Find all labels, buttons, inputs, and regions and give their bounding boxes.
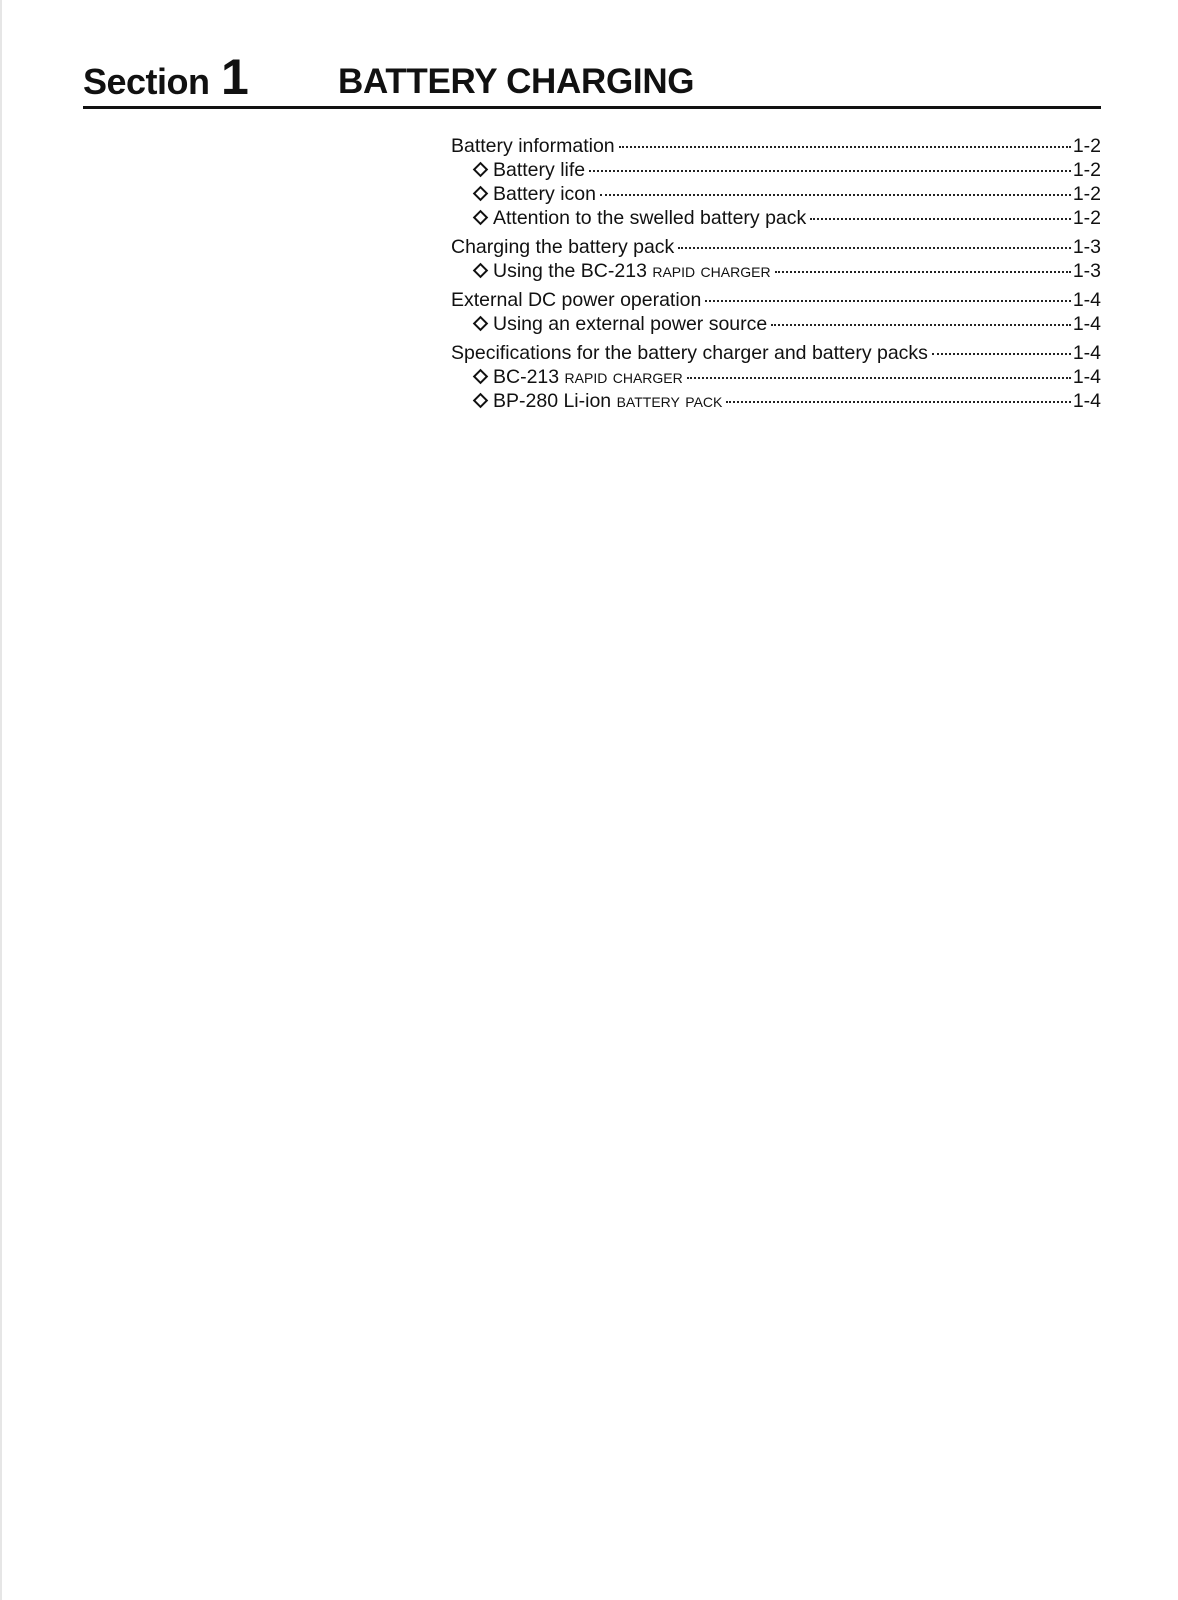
dot-leader — [678, 247, 1071, 249]
toc-entry-title: External DC power operation — [451, 289, 702, 311]
toc-subentry-title: Battery life — [493, 159, 586, 181]
toc-group — [451, 134, 1101, 230]
toc-subentry-battery-icon[interactable] — [451, 182, 1101, 206]
toc-page-number: 1-4 — [1072, 289, 1101, 311]
toc-page-number: 1-4 — [1072, 342, 1101, 364]
toc-subentry-text: BP-280 Li-ion — [493, 390, 617, 412]
toc-page-number: 1-3 — [1072, 260, 1101, 282]
dot-leader — [810, 218, 1071, 220]
toc-page-number: 1-4 — [1072, 313, 1101, 335]
toc-group — [451, 288, 1101, 336]
toc-subentry-external-power-source[interactable] — [451, 312, 1101, 336]
toc-subentry-small-caps: battery pack — [616, 390, 723, 412]
toc-entry-battery-information[interactable] — [451, 134, 1101, 158]
diamond-bullet-icon — [473, 162, 489, 178]
toc-page-number: 1-2 — [1072, 207, 1101, 229]
toc-subentry-bp280-battery-pack[interactable] — [451, 389, 1101, 413]
toc-subentry-title: Battery icon — [493, 183, 596, 205]
toc-page-number: 1-4 — [1072, 390, 1101, 412]
toc-group — [451, 341, 1101, 413]
dot-leader — [932, 353, 1071, 355]
toc-subentry-title — [493, 389, 722, 413]
diamond-bullet-icon — [473, 393, 489, 409]
toc-subentry-swelled-battery[interactable] — [451, 206, 1101, 230]
toc-entry-title: Battery information — [451, 135, 615, 157]
toc-subentry-using-bc213[interactable] — [451, 259, 1101, 283]
dot-leader — [705, 300, 1070, 302]
toc-entry-charging-battery-pack[interactable] — [451, 235, 1101, 259]
dot-leader — [687, 377, 1071, 379]
diamond-bullet-icon — [473, 263, 489, 279]
toc-page-number: 1-2 — [1072, 159, 1101, 181]
dot-leader — [771, 324, 1071, 326]
toc-subentry-small-caps: rapid charger — [652, 260, 771, 282]
dot-leader — [619, 146, 1071, 148]
toc-subentry-text: BC-213 — [493, 366, 565, 388]
page-edge — [0, 0, 2, 1600]
toc-subentry-title: Attention to the swelled battery pack — [493, 207, 807, 229]
dot-leader — [589, 170, 1071, 172]
diamond-bullet-icon — [473, 210, 489, 226]
dot-leader — [600, 194, 1071, 196]
section-header — [83, 50, 1101, 109]
toc-entry-title: Specifications for the battery charger and battery packs — [451, 342, 928, 364]
diamond-bullet-icon — [473, 369, 489, 385]
toc-page-number: 1-2 — [1072, 183, 1101, 205]
toc-group — [451, 235, 1101, 283]
chapter-title: BATTERY CHARGING — [338, 62, 695, 101]
diamond-bullet-icon — [473, 316, 489, 332]
dot-leader — [726, 401, 1070, 403]
section-label: Section — [83, 61, 210, 102]
toc-subentry-battery-life[interactable] — [451, 158, 1101, 182]
toc-subentry-text: Using the BC-213 — [493, 260, 653, 282]
toc-page-number: 1-3 — [1072, 236, 1101, 258]
section-number: 1 — [221, 49, 249, 105]
table-of-contents — [451, 134, 1101, 418]
toc-subentry-title: Using an external power source — [493, 313, 768, 335]
toc-entry-external-dc-power[interactable] — [451, 288, 1101, 312]
dot-leader — [775, 271, 1071, 273]
diamond-bullet-icon — [473, 186, 489, 202]
toc-subentry-title — [493, 365, 683, 389]
toc-page-number: 1-2 — [1072, 135, 1101, 157]
toc-subentry-small-caps: rapid charger — [564, 366, 683, 388]
toc-entry-specifications[interactable] — [451, 341, 1101, 365]
toc-subentry-bc213-charger[interactable] — [451, 365, 1101, 389]
toc-subentry-title — [493, 259, 771, 283]
toc-page-number: 1-4 — [1072, 366, 1101, 388]
toc-entry-title: Charging the battery pack — [451, 236, 675, 258]
